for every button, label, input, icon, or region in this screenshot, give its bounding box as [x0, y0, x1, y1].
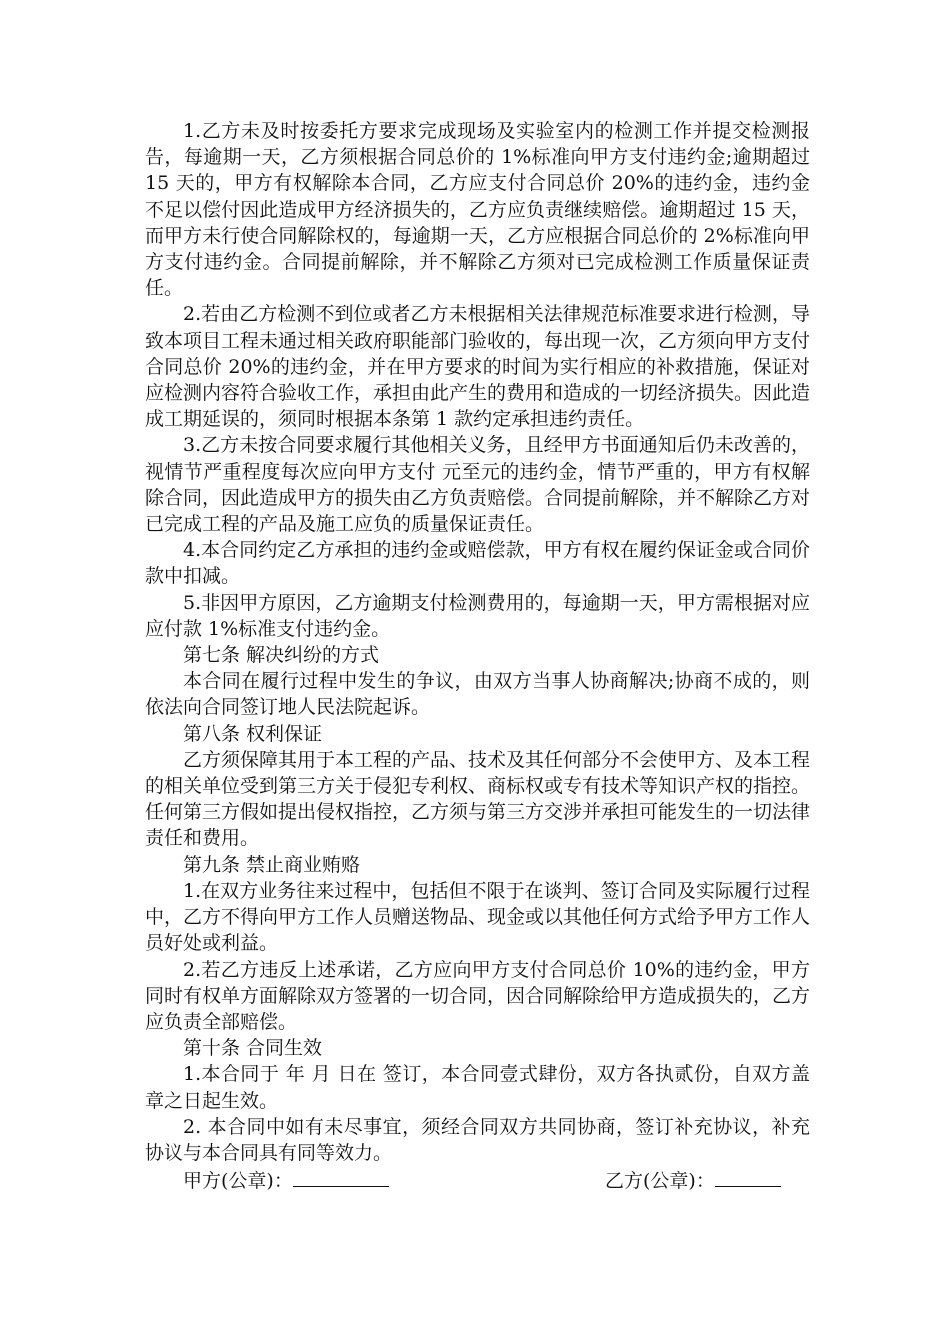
- party-b-signature: [605, 1166, 781, 1194]
- party-b-label: 乙方(公章)：: [605, 1170, 715, 1193]
- clause-paragraph: 2.若由乙方检测不到位或者乙方未根据相关法律规范标准要求进行检测，导致本项目工程未通过相关政府职能部门验收的，每出现一次，乙方须向甲方支付合同总价 20%的违约金，并在甲方要求的时间为实行相应的补救措施，保证对应检测内容符合验收工作，承担由此产生的费用和造成的一切经济损失。因此造成工期延误的，须同时根据本条第 1 款约定承担违约责任。: [145, 303, 811, 431]
- clause-paragraph: 乙方须保障其用于本工程的产品、技术及其任何部分不会使甲方、及本工程的相关单位受到第三方关于侵犯专利权、商标权或专有技术等知识产权的指控。任何第三方假如提出侵权指控，乙方须与第三方交涉并承担可能发生的一切法律责任和费用。: [145, 748, 811, 850]
- party-a-label: 甲方(公章)：: [183, 1170, 293, 1193]
- clause-paragraph: 1.本合同于 年 月 日在 签订，本合同壹式肆份，双方各执贰份，自双方盖章之日起生效。: [145, 1063, 810, 1112]
- party-b-signature-blank: [715, 1166, 781, 1187]
- party-a-signature-blank: [293, 1166, 389, 1187]
- clause-paragraph: 本合同在履行过程中发生的争议，由双方当事人协商解决;协商不成的，则依法向合同签订地人民法院起诉。: [145, 670, 810, 719]
- contract-body: [145, 118, 810, 1192]
- clause-paragraph: 1.在双方业务往来过程中，包括但不限于在谈判、签订合同及实际履行过程中，乙方不得向甲方工作人员赠送物品、现金或以其他任何方式给予甲方工作人员好处或利益。: [145, 879, 811, 955]
- clause-paragraph: 2. 本合同中如有未尽事宜，须经合同双方共同协商，签订补充协议，补充协议与本合同具有同等效力。: [145, 1115, 810, 1164]
- article-heading: 第七条 解决纠纷的方式: [183, 644, 380, 667]
- clause-paragraph: 3.乙方未按合同要求履行其他相关义务，且经甲方书面通知后仍未改善的，视情节严重程度每次应向甲方支付 元至元的违约金，情节严重的，甲方有权解除合同，因此造成甲方的损失由乙方负责赔偿。合同提前解除，并不解除乙方对已完成工程的产品及施工应负的质量保证责任。: [145, 434, 811, 536]
- article-heading: 第十条 合同生效: [183, 1037, 323, 1060]
- clause-paragraph: 4.本合同约定乙方承担的违约金或赔偿款，甲方有权在履约保证金或合同价款中扣减。: [145, 539, 810, 588]
- party-a-signature: [183, 1166, 389, 1194]
- clause-paragraph: 2.若乙方违反上述承诺，乙方应向甲方支付合同总价 10%的违约金，甲方同时有权单方面解除双方签署的一切合同，因合同解除给甲方造成损失的，乙方应负责全部赔偿。: [145, 958, 811, 1033]
- clause-paragraph: 1.乙方未及时按委托方要求完成现场及实验室内的检测工作并提交检测报告，每逾期一天，乙方须根据合同总价的 1%标准向甲方支付违约金;逾期超过 15 天的，甲方有权解除本合同，乙方应支付合同总价 20%的违约金，违约金不足以偿付因此造成甲方经济损失的，乙方应负责继续赔偿。逾期超过 15 天，而甲方未行使合同解除权的，每逾期一天，乙方应根据合同总价的 2%标准向甲方支付违约金。合同提前解除，并不解除乙方须对已完成检测工作质量保证责任。: [145, 120, 810, 300]
- article-heading: 第八条 权利保证: [183, 722, 323, 745]
- signature-row: [145, 1166, 810, 1192]
- article-heading: 第九条 禁止商业贿赂: [183, 853, 361, 876]
- clause-paragraph: 5.非因甲方原因，乙方逾期支付检测费用的，每逾期一天，甲方需根据对应应付款 1%标准支付违约金。: [145, 591, 810, 640]
